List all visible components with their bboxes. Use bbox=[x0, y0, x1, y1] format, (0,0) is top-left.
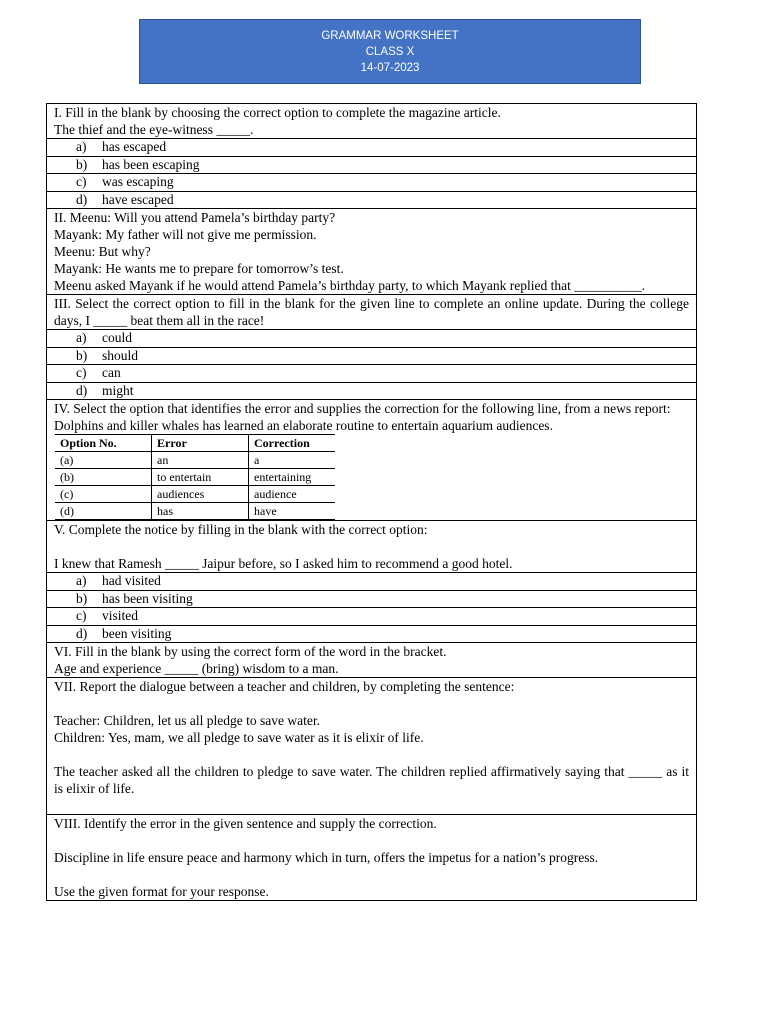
q2-line: Meenu: But why? bbox=[54, 244, 151, 259]
option-text: has been visiting bbox=[102, 590, 193, 606]
option-text: was escaping bbox=[102, 174, 174, 189]
table-cell: a bbox=[249, 452, 336, 469]
q8-instruction: Use the given format for your response. bbox=[54, 884, 269, 899]
table-cell: (a) bbox=[55, 452, 152, 469]
option-text: visited bbox=[102, 608, 138, 623]
option-letter: a) bbox=[76, 330, 87, 345]
q6-prompt: VI. Fill in the blank by using the correct form of the word in the bracket. bbox=[54, 644, 447, 659]
option-text: might bbox=[102, 382, 134, 398]
q3-prompt: III. Select the correct option to fill in the blank for the given line to complete an online update. During the college days, I _____ beat them all in the race! bbox=[54, 296, 689, 328]
q3-option bbox=[47, 382, 696, 400]
option-letter: b) bbox=[76, 156, 88, 172]
q1-prompt-cell bbox=[47, 104, 696, 138]
option-text: can bbox=[102, 365, 121, 380]
option-letter: a) bbox=[76, 573, 87, 588]
table-cell: (b) bbox=[55, 469, 152, 486]
q6-line: Age and experience _____ (bring) wisdom to a man. bbox=[54, 661, 339, 676]
option-letter: d) bbox=[76, 625, 88, 641]
q1-line: The thief and the eye-witness _____. bbox=[54, 122, 254, 137]
q5-line: I knew that Ramesh _____ Jaipur before, so I asked him to recommend a good hotel. bbox=[54, 556, 513, 571]
table-cell: to entertain bbox=[152, 469, 249, 486]
table-row bbox=[55, 469, 335, 486]
q7-children-line: Children: Yes, mam, we all pledge to save water as it is elixir of life. bbox=[54, 730, 424, 745]
q4-prompt: IV. Select the option that identifies the error and supplies the correction for the following line, from a news report: bbox=[54, 401, 671, 416]
table-cell: (d) bbox=[55, 503, 152, 520]
q3-option bbox=[47, 347, 696, 365]
option-text: has escaped bbox=[102, 139, 167, 154]
q2-line: II. Meenu: Will you attend Pamela’s birthday party? bbox=[54, 210, 336, 225]
q4-line: Dolphins and killer whales has learned an elaborate routine to entertain aquarium audiences. bbox=[54, 418, 553, 433]
q7-cell bbox=[47, 677, 696, 814]
q7-teacher-line: Teacher: Children, let us all pledge to save water. bbox=[54, 713, 320, 728]
option-text: should bbox=[102, 347, 139, 363]
option-text: had visited bbox=[102, 573, 161, 588]
q3-option bbox=[47, 364, 696, 382]
option-letter: d) bbox=[76, 382, 88, 398]
table-row bbox=[55, 486, 335, 503]
worksheet-header bbox=[139, 19, 641, 84]
q4-cell bbox=[47, 399, 696, 520]
table-header: Option No. bbox=[55, 435, 152, 452]
q5-option bbox=[47, 572, 696, 590]
option-letter: d) bbox=[76, 191, 88, 207]
table-header: Error bbox=[152, 435, 249, 452]
option-letter: c) bbox=[76, 174, 87, 189]
option-letter: c) bbox=[76, 365, 87, 380]
q8-prompt: VIII. Identify the error in the given sentence and supply the correction. bbox=[54, 816, 437, 831]
questions-table bbox=[46, 103, 697, 901]
worksheet-date: 14-07-2023 bbox=[360, 62, 420, 74]
table-cell: audiences bbox=[152, 486, 249, 503]
option-text: could bbox=[102, 330, 132, 345]
q5-prompt-cell bbox=[47, 520, 696, 572]
q8-cell bbox=[47, 814, 696, 900]
q4-options-table bbox=[55, 434, 335, 520]
q5-option bbox=[47, 625, 696, 643]
table-cell: (c) bbox=[55, 486, 152, 503]
table-row bbox=[55, 452, 335, 469]
q5-prompt: V. Complete the notice by filling in the blank with the correct option: bbox=[54, 522, 428, 537]
q5-option bbox=[47, 590, 696, 608]
q3-prompt-cell bbox=[47, 294, 696, 329]
class-label: CLASS X bbox=[365, 46, 415, 58]
q8-sentence: Discipline in life ensure peace and harmony which in turn, offers the impetus for a nation’s progress. bbox=[54, 850, 599, 865]
table-cell: audience bbox=[249, 486, 336, 503]
q2-cell bbox=[47, 208, 696, 294]
q1-option bbox=[47, 138, 696, 156]
q3-option bbox=[47, 329, 696, 347]
table-cell: have bbox=[249, 503, 336, 520]
q6-cell bbox=[47, 642, 696, 677]
q7-task: The teacher asked all the children to pledge to save water. The children replied affirmatively saying that _____ as it is elixir of life. bbox=[54, 764, 689, 796]
option-letter: b) bbox=[76, 590, 88, 606]
q2-line: Mayank: My father will not give me permission. bbox=[54, 227, 317, 242]
option-letter: a) bbox=[76, 139, 87, 154]
option-letter: c) bbox=[76, 608, 87, 623]
table-header: Correction bbox=[249, 435, 336, 452]
option-text: been visiting bbox=[102, 625, 172, 641]
table-cell: entertaining bbox=[249, 469, 336, 486]
table-cell: an bbox=[152, 452, 249, 469]
table-header-row bbox=[55, 435, 335, 452]
q2-line: Mayank: He wants me to prepare for tomorrow’s test. bbox=[54, 261, 344, 276]
table-cell: has bbox=[152, 503, 249, 520]
q1-option bbox=[47, 156, 696, 174]
q2-task: Meenu asked Mayank if he would attend Pamela’s birthday party, to which Mayank replied that __________. bbox=[54, 278, 646, 293]
q1-prompt: I. Fill in the blank by choosing the correct option to complete the magazine article. bbox=[54, 105, 501, 120]
worksheet-title: GRAMMAR WORKSHEET bbox=[321, 30, 459, 42]
option-letter: b) bbox=[76, 347, 88, 363]
option-text: has been escaping bbox=[102, 156, 200, 172]
q1-option bbox=[47, 173, 696, 191]
table-row bbox=[55, 503, 335, 520]
q5-option bbox=[47, 607, 696, 625]
option-text: have escaped bbox=[102, 191, 174, 207]
q1-option bbox=[47, 191, 696, 209]
q7-prompt: VII. Report the dialogue between a teacher and children, by completing the sentence: bbox=[54, 679, 515, 694]
